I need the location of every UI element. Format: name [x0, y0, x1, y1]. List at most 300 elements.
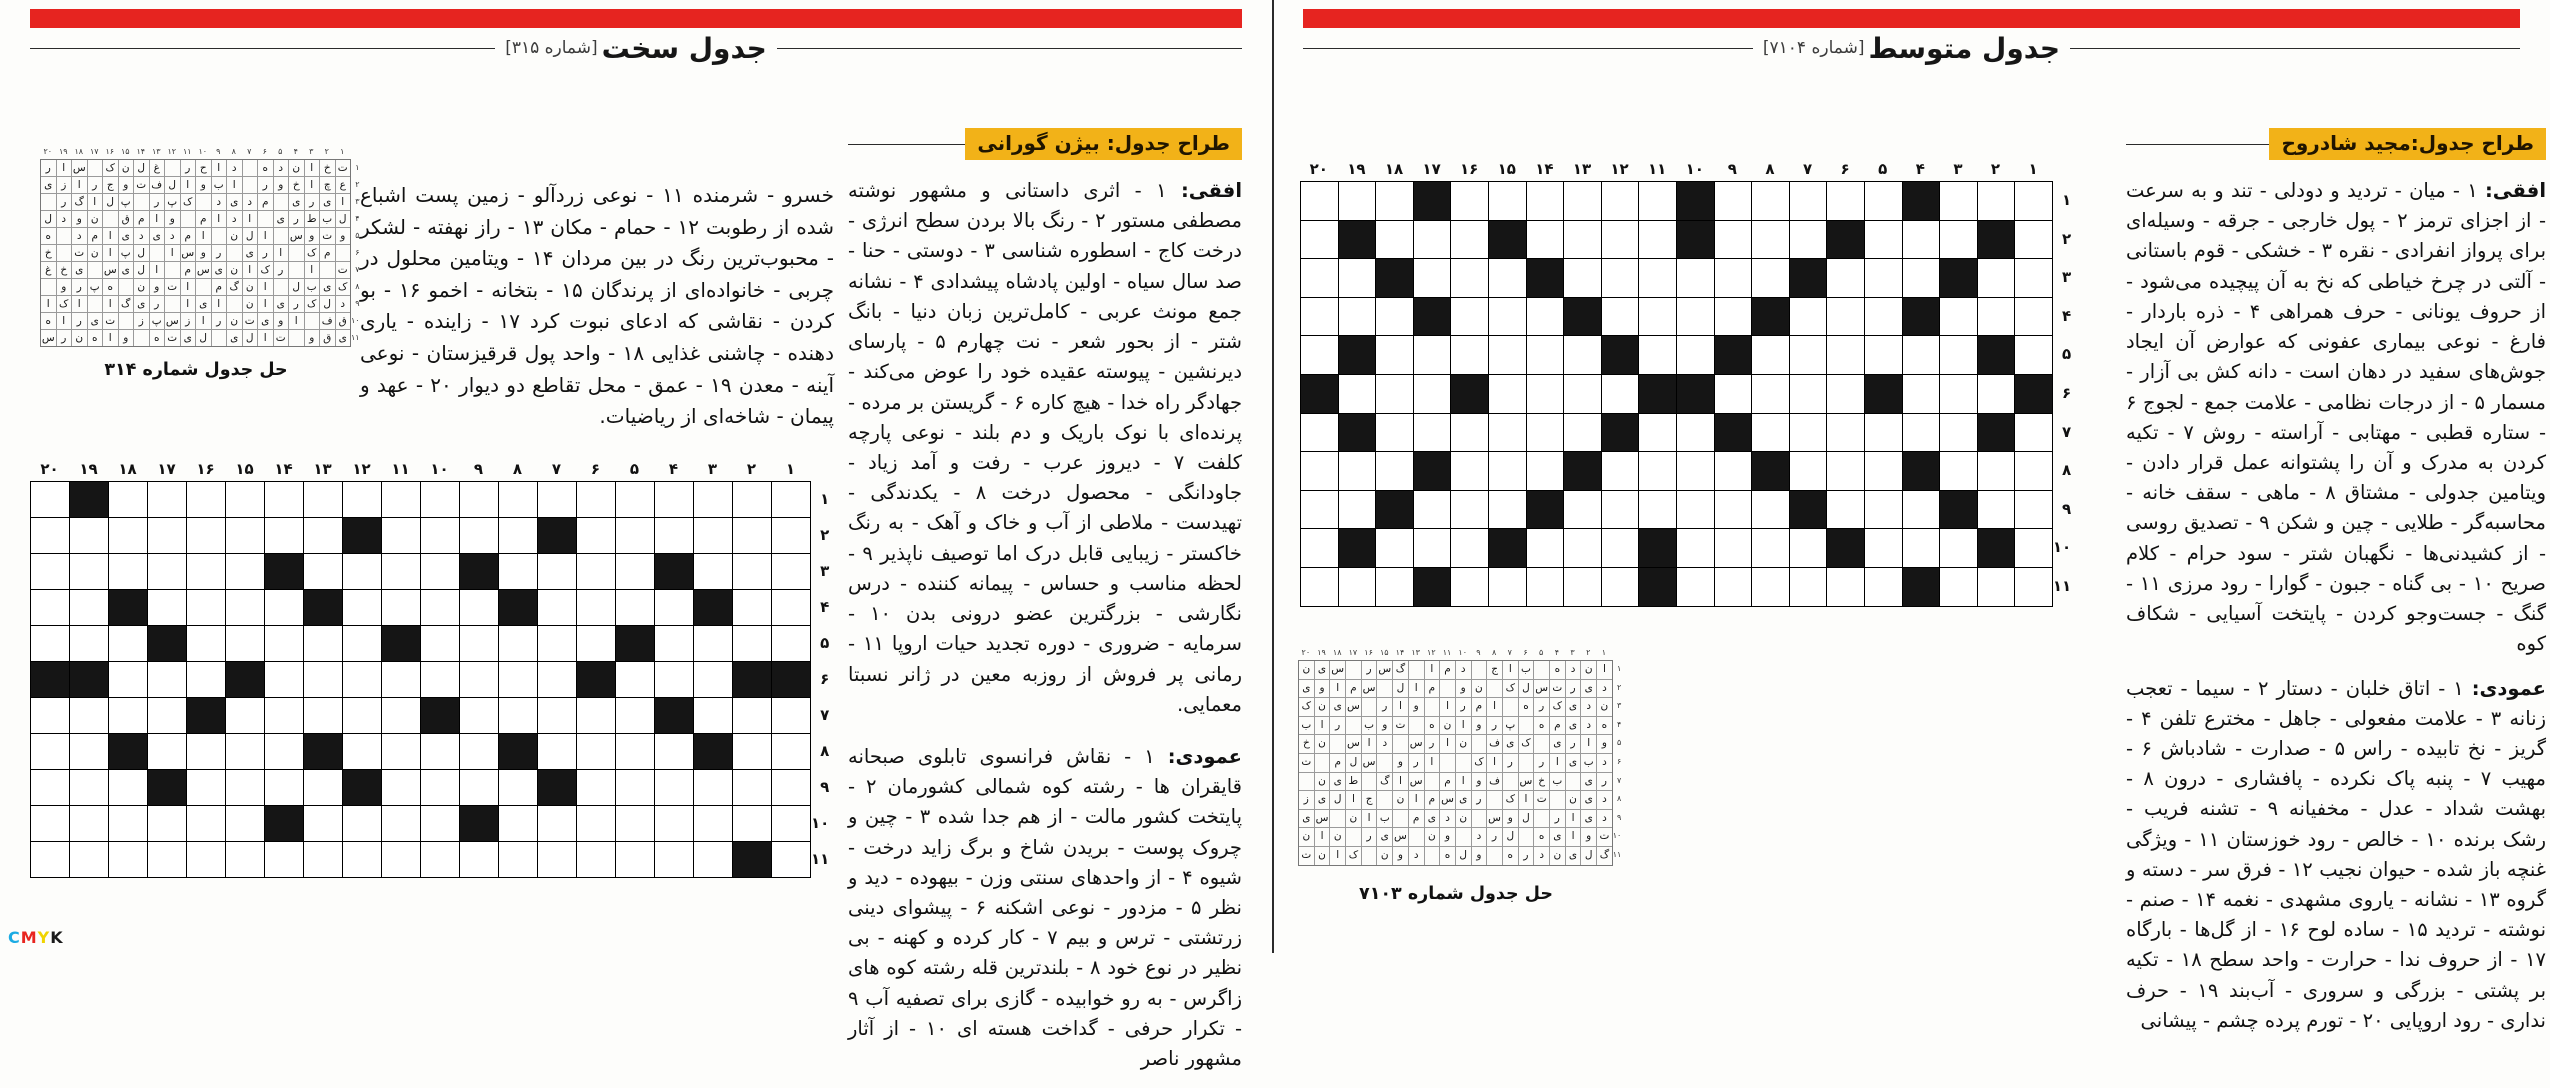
empty-cell[interactable]	[538, 698, 576, 733]
empty-cell[interactable]	[304, 806, 342, 841]
empty-cell[interactable]	[655, 734, 693, 769]
empty-cell[interactable]	[1489, 336, 1526, 374]
empty-cell[interactable]	[265, 518, 303, 553]
empty-cell[interactable]	[1301, 221, 1338, 259]
empty-cell[interactable]	[226, 626, 264, 661]
empty-cell[interactable]	[1301, 182, 1338, 220]
empty-cell[interactable]	[148, 482, 186, 517]
empty-cell[interactable]	[1752, 568, 1789, 606]
empty-cell[interactable]	[772, 806, 810, 841]
empty-cell[interactable]	[694, 806, 732, 841]
empty-cell[interactable]	[733, 626, 771, 661]
empty-cell[interactable]	[772, 842, 810, 877]
empty-cell[interactable]	[1376, 298, 1413, 336]
empty-cell[interactable]	[1376, 452, 1413, 490]
empty-cell[interactable]	[1752, 221, 1789, 259]
empty-cell[interactable]	[1527, 452, 1564, 490]
empty-cell[interactable]	[655, 842, 693, 877]
empty-cell[interactable]	[460, 662, 498, 697]
empty-cell[interactable]	[421, 482, 459, 517]
medium-crossword-grid[interactable]	[1300, 160, 2079, 607]
empty-cell[interactable]	[1339, 375, 1376, 413]
empty-cell[interactable]	[616, 770, 654, 805]
empty-cell[interactable]	[1489, 491, 1526, 529]
empty-cell[interactable]	[1752, 414, 1789, 452]
empty-cell[interactable]	[1790, 375, 1827, 413]
empty-cell[interactable]	[1715, 529, 1752, 567]
empty-cell[interactable]	[421, 842, 459, 877]
empty-cell[interactable]	[31, 626, 69, 661]
empty-cell[interactable]	[343, 482, 381, 517]
empty-cell[interactable]	[1301, 491, 1338, 529]
empty-cell[interactable]	[1790, 336, 1827, 374]
empty-cell[interactable]	[226, 590, 264, 625]
empty-cell[interactable]	[655, 482, 693, 517]
empty-cell[interactable]	[1414, 259, 1451, 297]
empty-cell[interactable]	[343, 590, 381, 625]
empty-cell[interactable]	[1827, 259, 1864, 297]
empty-cell[interactable]	[1677, 259, 1714, 297]
empty-cell[interactable]	[616, 734, 654, 769]
empty-cell[interactable]	[148, 554, 186, 589]
empty-cell[interactable]	[187, 734, 225, 769]
empty-cell[interactable]	[1339, 568, 1376, 606]
empty-cell[interactable]	[1339, 259, 1376, 297]
empty-cell[interactable]	[1940, 414, 1977, 452]
empty-cell[interactable]	[1564, 529, 1601, 567]
empty-cell[interactable]	[1489, 259, 1526, 297]
empty-cell[interactable]	[382, 554, 420, 589]
empty-cell[interactable]	[1940, 452, 1977, 490]
empty-cell[interactable]	[187, 518, 225, 553]
empty-cell[interactable]	[1715, 298, 1752, 336]
empty-cell[interactable]	[499, 842, 537, 877]
empty-cell[interactable]	[226, 806, 264, 841]
empty-cell[interactable]	[1865, 452, 1902, 490]
empty-cell[interactable]	[1903, 375, 1940, 413]
empty-cell[interactable]	[1639, 259, 1676, 297]
empty-cell[interactable]	[109, 770, 147, 805]
empty-cell[interactable]	[655, 518, 693, 553]
empty-cell[interactable]	[538, 626, 576, 661]
empty-cell[interactable]	[1639, 491, 1676, 529]
empty-cell[interactable]	[1677, 568, 1714, 606]
empty-cell[interactable]	[1489, 568, 1526, 606]
empty-cell[interactable]	[382, 842, 420, 877]
empty-cell[interactable]	[1564, 568, 1601, 606]
empty-cell[interactable]	[1790, 221, 1827, 259]
empty-cell[interactable]	[1677, 414, 1714, 452]
empty-cell[interactable]	[109, 518, 147, 553]
empty-cell[interactable]	[1865, 182, 1902, 220]
empty-cell[interactable]	[2015, 414, 2052, 452]
empty-cell[interactable]	[187, 554, 225, 589]
empty-cell[interactable]	[304, 770, 342, 805]
empty-cell[interactable]	[538, 590, 576, 625]
empty-cell[interactable]	[1451, 414, 1488, 452]
empty-cell[interactable]	[265, 626, 303, 661]
empty-cell[interactable]	[1602, 298, 1639, 336]
empty-cell[interactable]	[1940, 375, 1977, 413]
empty-cell[interactable]	[499, 518, 537, 553]
empty-cell[interactable]	[577, 842, 615, 877]
empty-cell[interactable]	[1489, 452, 1526, 490]
empty-cell[interactable]	[1564, 491, 1601, 529]
empty-cell[interactable]	[1527, 298, 1564, 336]
empty-cell[interactable]	[733, 698, 771, 733]
empty-cell[interactable]	[1978, 491, 2015, 529]
empty-cell[interactable]	[1527, 336, 1564, 374]
empty-cell[interactable]	[1451, 491, 1488, 529]
empty-cell[interactable]	[1677, 529, 1714, 567]
empty-cell[interactable]	[1978, 259, 2015, 297]
empty-cell[interactable]	[1903, 336, 1940, 374]
empty-cell[interactable]	[499, 482, 537, 517]
empty-cell[interactable]	[733, 554, 771, 589]
empty-cell[interactable]	[1376, 529, 1413, 567]
empty-cell[interactable]	[31, 806, 69, 841]
empty-cell[interactable]	[577, 554, 615, 589]
empty-cell[interactable]	[1790, 182, 1827, 220]
empty-cell[interactable]	[304, 626, 342, 661]
empty-cell[interactable]	[1564, 182, 1601, 220]
empty-cell[interactable]	[1527, 221, 1564, 259]
empty-cell[interactable]	[1451, 221, 1488, 259]
empty-cell[interactable]	[226, 842, 264, 877]
empty-cell[interactable]	[343, 842, 381, 877]
empty-cell[interactable]	[499, 554, 537, 589]
empty-cell[interactable]	[1451, 452, 1488, 490]
empty-cell[interactable]	[187, 590, 225, 625]
empty-cell[interactable]	[1489, 182, 1526, 220]
empty-cell[interactable]	[577, 734, 615, 769]
empty-cell[interactable]	[1865, 529, 1902, 567]
empty-cell[interactable]	[1940, 182, 1977, 220]
empty-cell[interactable]	[109, 698, 147, 733]
empty-cell[interactable]	[1639, 221, 1676, 259]
empty-cell[interactable]	[304, 842, 342, 877]
empty-cell[interactable]	[1790, 529, 1827, 567]
empty-cell[interactable]	[460, 698, 498, 733]
empty-cell[interactable]	[343, 554, 381, 589]
empty-cell[interactable]	[109, 482, 147, 517]
empty-cell[interactable]	[499, 698, 537, 733]
empty-cell[interactable]	[655, 806, 693, 841]
empty-cell[interactable]	[421, 662, 459, 697]
empty-cell[interactable]	[616, 662, 654, 697]
empty-cell[interactable]	[1301, 452, 1338, 490]
empty-cell[interactable]	[1865, 568, 1902, 606]
empty-cell[interactable]	[31, 518, 69, 553]
empty-cell[interactable]	[1865, 414, 1902, 452]
empty-cell[interactable]	[1527, 375, 1564, 413]
empty-cell[interactable]	[577, 806, 615, 841]
empty-cell[interactable]	[109, 626, 147, 661]
empty-cell[interactable]	[304, 554, 342, 589]
empty-cell[interactable]	[694, 662, 732, 697]
empty-cell[interactable]	[2015, 529, 2052, 567]
empty-cell[interactable]	[148, 662, 186, 697]
empty-cell[interactable]	[148, 806, 186, 841]
empty-cell[interactable]	[421, 590, 459, 625]
empty-cell[interactable]	[1339, 298, 1376, 336]
empty-cell[interactable]	[772, 482, 810, 517]
empty-cell[interactable]	[1339, 491, 1376, 529]
empty-cell[interactable]	[1790, 414, 1827, 452]
empty-cell[interactable]	[1677, 336, 1714, 374]
empty-cell[interactable]	[1301, 259, 1338, 297]
empty-cell[interactable]	[1790, 568, 1827, 606]
empty-cell[interactable]	[577, 770, 615, 805]
empty-cell[interactable]	[70, 590, 108, 625]
empty-cell[interactable]	[1451, 259, 1488, 297]
empty-cell[interactable]	[265, 698, 303, 733]
empty-cell[interactable]	[382, 698, 420, 733]
empty-cell[interactable]	[265, 482, 303, 517]
empty-cell[interactable]	[1489, 298, 1526, 336]
empty-cell[interactable]	[1715, 491, 1752, 529]
empty-cell[interactable]	[226, 554, 264, 589]
empty-cell[interactable]	[1827, 375, 1864, 413]
empty-cell[interactable]	[1414, 529, 1451, 567]
empty-cell[interactable]	[109, 662, 147, 697]
empty-cell[interactable]	[187, 662, 225, 697]
empty-cell[interactable]	[1827, 452, 1864, 490]
empty-cell[interactable]	[382, 806, 420, 841]
empty-cell[interactable]	[1978, 298, 2015, 336]
empty-cell[interactable]	[1564, 336, 1601, 374]
empty-cell[interactable]	[226, 734, 264, 769]
empty-cell[interactable]	[772, 554, 810, 589]
empty-cell[interactable]	[1414, 221, 1451, 259]
empty-cell[interactable]	[460, 482, 498, 517]
empty-cell[interactable]	[148, 734, 186, 769]
empty-cell[interactable]	[1715, 182, 1752, 220]
empty-cell[interactable]	[1564, 414, 1601, 452]
empty-cell[interactable]	[187, 806, 225, 841]
empty-cell[interactable]	[694, 626, 732, 661]
empty-cell[interactable]	[772, 590, 810, 625]
empty-cell[interactable]	[1752, 259, 1789, 297]
empty-cell[interactable]	[31, 698, 69, 733]
empty-cell[interactable]	[460, 734, 498, 769]
empty-cell[interactable]	[1376, 568, 1413, 606]
empty-cell[interactable]	[1602, 221, 1639, 259]
empty-cell[interactable]	[1602, 452, 1639, 490]
empty-cell[interactable]	[1527, 568, 1564, 606]
empty-cell[interactable]	[1414, 491, 1451, 529]
empty-cell[interactable]	[1978, 452, 2015, 490]
empty-cell[interactable]	[1903, 491, 1940, 529]
empty-cell[interactable]	[304, 698, 342, 733]
empty-cell[interactable]	[1827, 336, 1864, 374]
empty-cell[interactable]	[694, 482, 732, 517]
empty-cell[interactable]	[2015, 336, 2052, 374]
empty-cell[interactable]	[2015, 221, 2052, 259]
empty-cell[interactable]	[1978, 568, 2015, 606]
empty-cell[interactable]	[499, 662, 537, 697]
empty-cell[interactable]	[460, 590, 498, 625]
empty-cell[interactable]	[1564, 375, 1601, 413]
empty-cell[interactable]	[577, 626, 615, 661]
empty-cell[interactable]	[2015, 182, 2052, 220]
empty-cell[interactable]	[577, 590, 615, 625]
empty-cell[interactable]	[655, 626, 693, 661]
empty-cell[interactable]	[421, 806, 459, 841]
empty-cell[interactable]	[1639, 452, 1676, 490]
empty-cell[interactable]	[421, 734, 459, 769]
empty-cell[interactable]	[733, 734, 771, 769]
empty-cell[interactable]	[148, 842, 186, 877]
empty-cell[interactable]	[343, 662, 381, 697]
empty-cell[interactable]	[1865, 491, 1902, 529]
empty-cell[interactable]	[1451, 529, 1488, 567]
empty-cell[interactable]	[1301, 298, 1338, 336]
empty-cell[interactable]	[1602, 375, 1639, 413]
empty-cell[interactable]	[1301, 568, 1338, 606]
empty-cell[interactable]	[1564, 221, 1601, 259]
empty-cell[interactable]	[343, 626, 381, 661]
empty-cell[interactable]	[1527, 414, 1564, 452]
empty-cell[interactable]	[1301, 336, 1338, 374]
empty-cell[interactable]	[694, 770, 732, 805]
empty-cell[interactable]	[538, 842, 576, 877]
empty-cell[interactable]	[1752, 336, 1789, 374]
empty-cell[interactable]	[694, 554, 732, 589]
empty-cell[interactable]	[538, 662, 576, 697]
empty-cell[interactable]	[226, 482, 264, 517]
empty-cell[interactable]	[499, 806, 537, 841]
empty-cell[interactable]	[343, 734, 381, 769]
empty-cell[interactable]	[577, 482, 615, 517]
empty-cell[interactable]	[1639, 336, 1676, 374]
empty-cell[interactable]	[109, 842, 147, 877]
empty-cell[interactable]	[1752, 491, 1789, 529]
empty-cell[interactable]	[1527, 529, 1564, 567]
empty-cell[interactable]	[2015, 298, 2052, 336]
empty-cell[interactable]	[1715, 375, 1752, 413]
empty-cell[interactable]	[1752, 529, 1789, 567]
empty-cell[interactable]	[1790, 298, 1827, 336]
empty-cell[interactable]	[1677, 491, 1714, 529]
empty-cell[interactable]	[733, 806, 771, 841]
empty-cell[interactable]	[616, 806, 654, 841]
empty-cell[interactable]	[109, 806, 147, 841]
empty-cell[interactable]	[70, 626, 108, 661]
empty-cell[interactable]	[1527, 182, 1564, 220]
empty-cell[interactable]	[1940, 298, 1977, 336]
empty-cell[interactable]	[460, 518, 498, 553]
empty-cell[interactable]	[1564, 259, 1601, 297]
empty-cell[interactable]	[460, 842, 498, 877]
empty-cell[interactable]	[1602, 259, 1639, 297]
empty-cell[interactable]	[265, 590, 303, 625]
empty-cell[interactable]	[1715, 452, 1752, 490]
empty-cell[interactable]	[1677, 298, 1714, 336]
empty-cell[interactable]	[187, 482, 225, 517]
empty-cell[interactable]	[1414, 414, 1451, 452]
empty-cell[interactable]	[1602, 529, 1639, 567]
empty-cell[interactable]	[616, 518, 654, 553]
empty-cell[interactable]	[460, 770, 498, 805]
empty-cell[interactable]	[70, 734, 108, 769]
empty-cell[interactable]	[616, 482, 654, 517]
empty-cell[interactable]	[1376, 336, 1413, 374]
empty-cell[interactable]	[31, 482, 69, 517]
empty-cell[interactable]	[1639, 182, 1676, 220]
empty-cell[interactable]	[148, 590, 186, 625]
hard-crossword-grid[interactable]	[30, 460, 837, 878]
empty-cell[interactable]	[1677, 452, 1714, 490]
empty-cell[interactable]	[1639, 298, 1676, 336]
empty-cell[interactable]	[1376, 182, 1413, 220]
empty-cell[interactable]	[304, 662, 342, 697]
empty-cell[interactable]	[1940, 568, 1977, 606]
empty-cell[interactable]	[538, 806, 576, 841]
empty-cell[interactable]	[1451, 298, 1488, 336]
empty-cell[interactable]	[577, 698, 615, 733]
empty-cell[interactable]	[2015, 568, 2052, 606]
empty-cell[interactable]	[655, 770, 693, 805]
empty-cell[interactable]	[1301, 414, 1338, 452]
empty-cell[interactable]	[148, 698, 186, 733]
empty-cell[interactable]	[31, 734, 69, 769]
empty-cell[interactable]	[2015, 259, 2052, 297]
empty-cell[interactable]	[1451, 182, 1488, 220]
empty-cell[interactable]	[499, 626, 537, 661]
empty-cell[interactable]	[1903, 414, 1940, 452]
empty-cell[interactable]	[655, 590, 693, 625]
empty-cell[interactable]	[1940, 336, 1977, 374]
empty-cell[interactable]	[1865, 259, 1902, 297]
empty-cell[interactable]	[31, 842, 69, 877]
empty-cell[interactable]	[733, 770, 771, 805]
empty-cell[interactable]	[1827, 491, 1864, 529]
empty-cell[interactable]	[382, 590, 420, 625]
empty-cell[interactable]	[1602, 491, 1639, 529]
empty-cell[interactable]	[1865, 336, 1902, 374]
empty-cell[interactable]	[70, 698, 108, 733]
empty-cell[interactable]	[109, 554, 147, 589]
empty-cell[interactable]	[31, 590, 69, 625]
empty-cell[interactable]	[187, 626, 225, 661]
empty-cell[interactable]	[304, 518, 342, 553]
empty-cell[interactable]	[772, 770, 810, 805]
empty-cell[interactable]	[382, 482, 420, 517]
empty-cell[interactable]	[265, 662, 303, 697]
empty-cell[interactable]	[265, 842, 303, 877]
empty-cell[interactable]	[772, 734, 810, 769]
empty-cell[interactable]	[2015, 491, 2052, 529]
empty-cell[interactable]	[694, 842, 732, 877]
empty-cell[interactable]	[1301, 529, 1338, 567]
empty-cell[interactable]	[343, 806, 381, 841]
empty-cell[interactable]	[1978, 182, 2015, 220]
empty-cell[interactable]	[1451, 336, 1488, 374]
empty-cell[interactable]	[772, 518, 810, 553]
empty-cell[interactable]	[1903, 529, 1940, 567]
empty-cell[interactable]	[70, 554, 108, 589]
empty-cell[interactable]	[265, 770, 303, 805]
empty-cell[interactable]	[1752, 182, 1789, 220]
empty-cell[interactable]	[343, 698, 381, 733]
empty-cell[interactable]	[1903, 221, 1940, 259]
empty-cell[interactable]	[499, 770, 537, 805]
empty-cell[interactable]	[733, 518, 771, 553]
empty-cell[interactable]	[1639, 414, 1676, 452]
empty-cell[interactable]	[1414, 375, 1451, 413]
empty-cell[interactable]	[1489, 375, 1526, 413]
